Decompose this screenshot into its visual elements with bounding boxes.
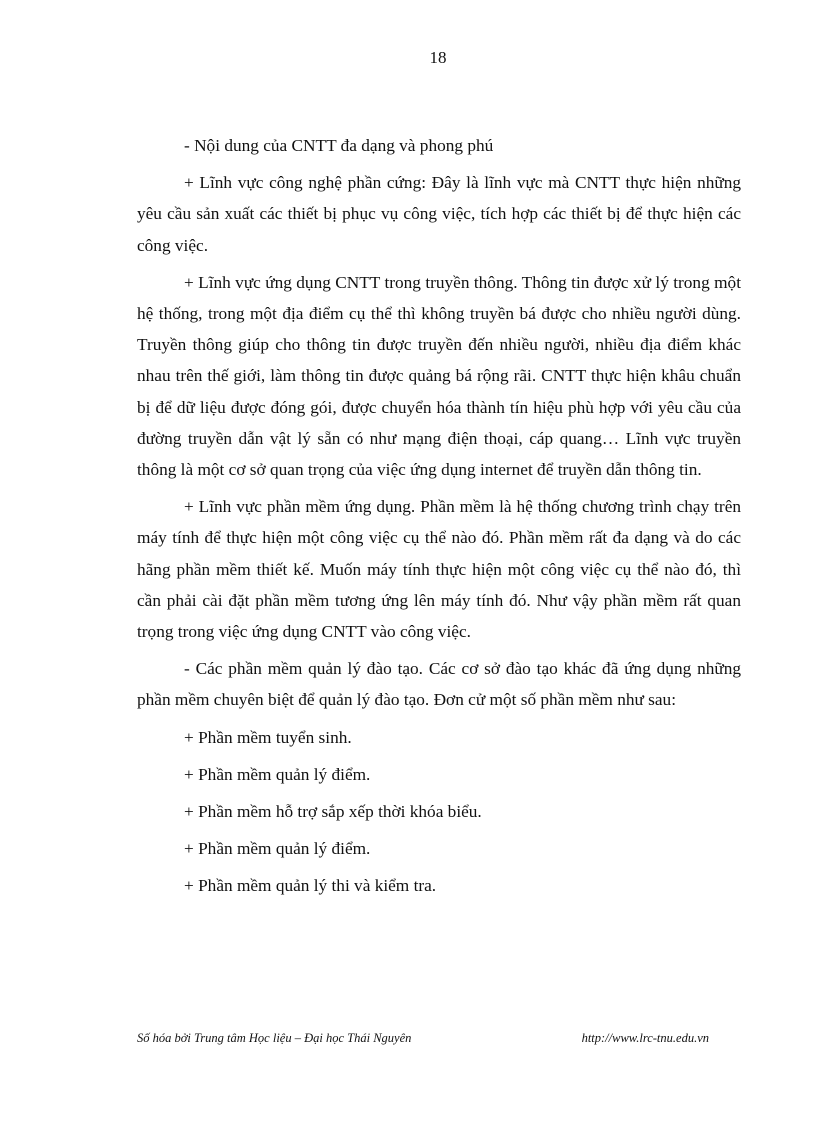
list-item: + Phần mềm quản lý thi và kiểm tra.: [184, 876, 437, 896]
paragraph: - Các phần mềm quản lý đào tạo. Các cơ sở đào tạo khác đã ứng dụng những phần mềm chuyên biệt để quản lý đào tạo. Đơn cử một số phần mềm như sau:: [137, 659, 741, 710]
page-number: 18: [429, 48, 447, 67]
footer-url: http://www.lrc-tnu.edu.vn: [581, 1031, 709, 1045]
paragraph: + Lĩnh vực ứng dụng CNTT trong truyền thông. Thông tin được xử lý trong một hệ thống, trong một địa điểm cụ thể thì không truyền bá được cho nhiều người dùng. Truyền thông giúp cho thông tin được truyền đến nhiều người, nhiều địa điểm khác nhau trên thế giới, làm thông tin được quảng bá rộng rãi. CNTT thực hiện khâu chuẩn bị để dữ liệu được đóng gói, được chuyển hóa thành tín hiệu phù hợp với yêu cầu của đường truyền dẫn vật lý sẵn có như mạng điện thoại, cáp quang… Lĩnh vực truyền thông là một cơ sở quan trọng của việc ứng dụng internet để truyền dẫn thông tin.: [137, 272, 741, 480]
paragraph: + Lĩnh vực phần mềm ứng dụng. Phần mềm là hệ thống chương trình chạy trên máy tính để thực hiện một công việc cụ thể nào đó. Phần mềm rất đa dạng và do các hãng phần mềm thiết kế. Muốn máy tính thực hiện một công việc cụ thể nào đó, thì cần phải cài đặt phần mềm tương ứng lên máy tính đó. Như vậy phần mềm rất quan trọng trong việc ứng dụng CNTT vào công việc.: [137, 497, 741, 642]
list-item: + Phần mềm hỗ trợ sắp xếp thời khóa biểu.: [184, 802, 482, 822]
footer-source: Số hóa bởi Trung tâm Học liệu – Đại học Thái Nguyên: [137, 1031, 412, 1045]
paragraph: + Lĩnh vực công nghệ phần cứng: Đây là lĩnh vực mà CNTT thực hiện những yêu cầu sản xuất các thiết bị phục vụ công việc, tích hợp các thiết bị để thực hiện các công việc.: [137, 173, 741, 255]
document-body: [137, 130, 741, 908]
list-item: + Phần mềm quản lý điểm.: [184, 839, 371, 859]
list-item: + Phần mềm quản lý điểm.: [184, 764, 371, 784]
page-footer: [137, 1031, 709, 1046]
list-item: + Phần mềm tuyển sinh.: [184, 727, 352, 747]
paragraph: - Nội dung của CNTT đa dạng và phong phú: [184, 136, 494, 155]
